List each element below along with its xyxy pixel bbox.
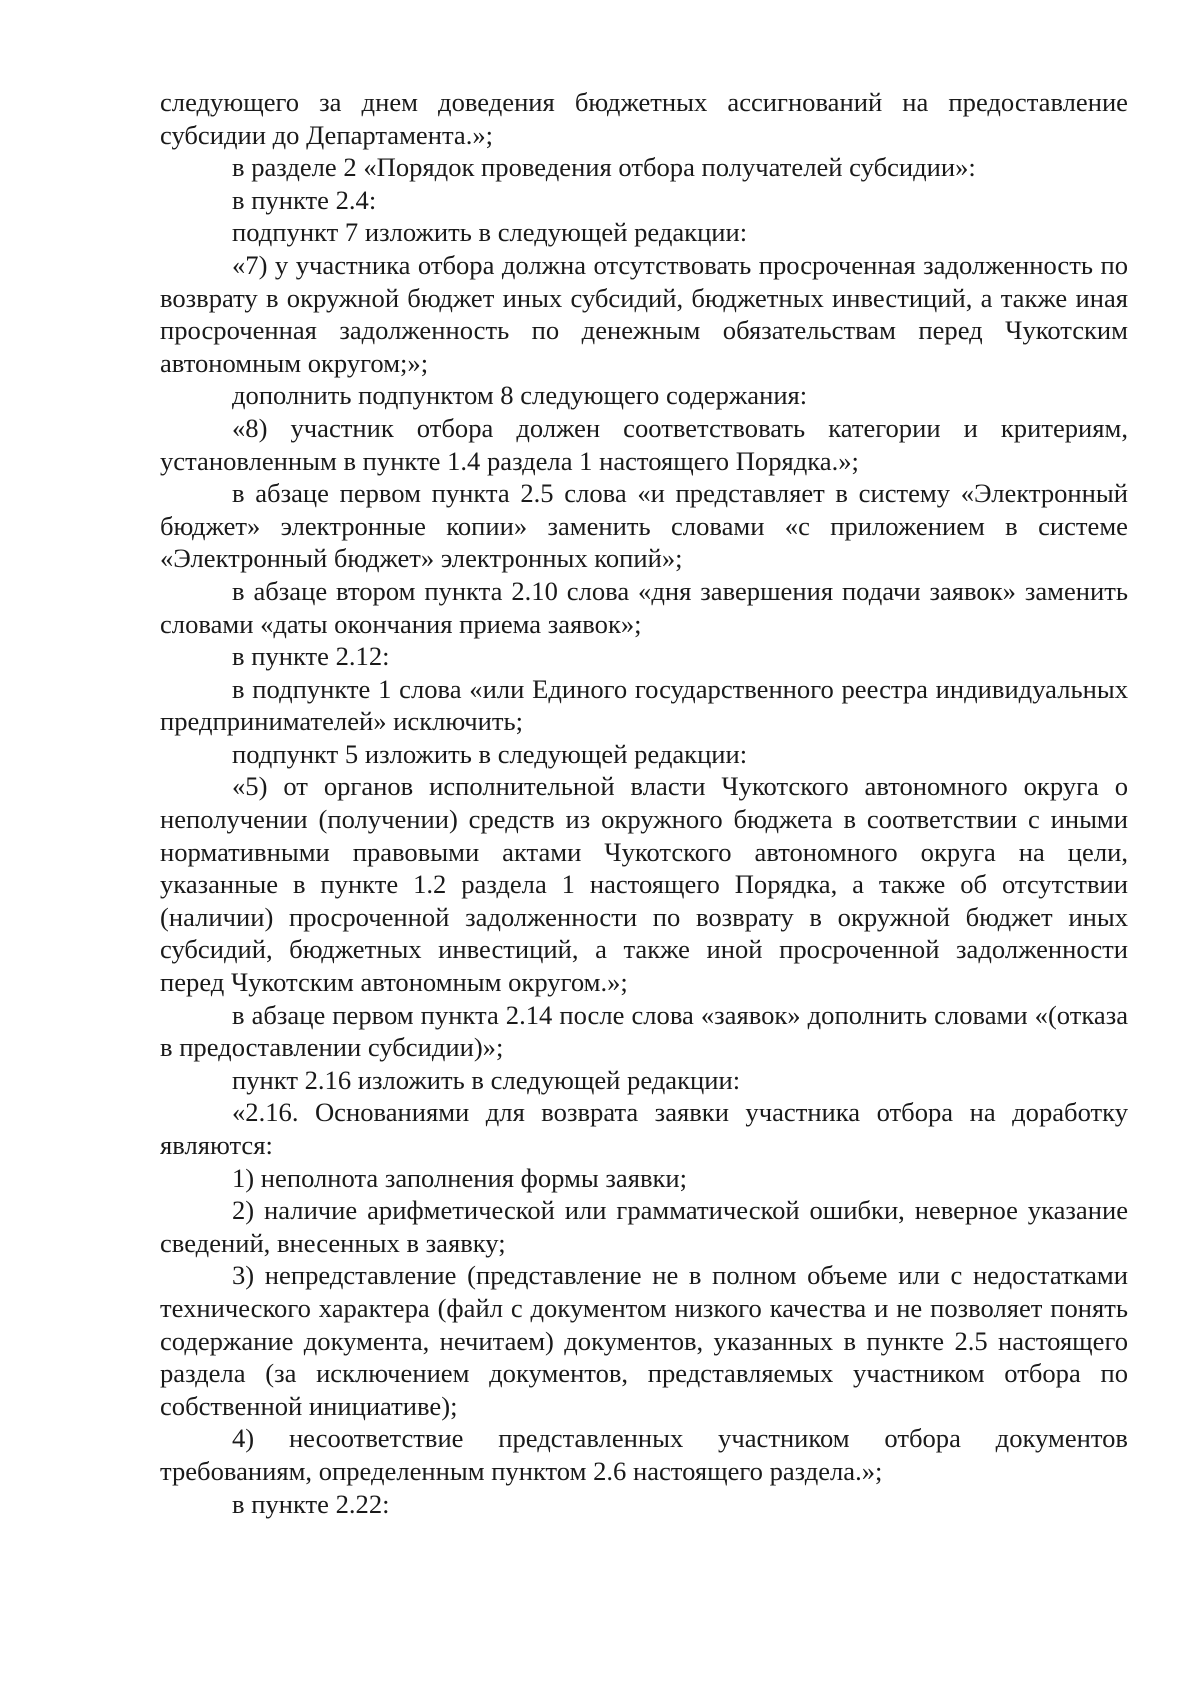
paragraph-point-2-10: в абзаце втором пункта 2.10 слова «дня завершения подачи заявок» заменить словами «даты окончания приема заявок»; — [160, 575, 1128, 639]
paragraph-subpoint-8-intro: дополнить подпунктом 8 следующего содержания: — [232, 380, 808, 411]
paragraph-subpoint-8-text: «8) участник отбора должен соответствовать категории и критериям, установленным в пункте 1.4 раздела 1 настоящего Порядка.»; — [160, 412, 1128, 476]
paragraph-point-2-4: в пункте 2.4: — [232, 184, 377, 215]
paragraph-point-2-5: в абзаце первом пункта 2.5 слова «и представляет в систему «Электронный бюджет» электронные копии» заменить словами «с приложением в системе «Электронный бюджет» электронных копий»; — [160, 478, 1128, 574]
paragraph-point-2-12: в пункте 2.12: — [232, 641, 390, 672]
paragraph-continuation: следующего за днем доведения бюджетных ассигнований на предоставление субсидии до Департамента.»; — [160, 87, 1128, 150]
paragraph-item-1: 1) неполнота заполнения формы заявки; — [232, 1162, 688, 1193]
paragraph-subpoint-7-text: «7) у участника отбора должна отсутствовать просроченная задолженность по возврату в окружной бюджет иных субсидий, бюджетных инвестиций, а также иная просроченная задолженность по денежным обязательствам перед Чукотским автономным округом;»; — [160, 249, 1128, 378]
paragraph-item-2: 2) наличие арифметической или грамматической ошибки, неверное указание сведений, внесенных в заявку; — [160, 1195, 1128, 1258]
paragraph-subpoint-1: в подпункте 1 слова «или Единого государственного реестра индивидуальных предпринимателей» исключить; — [160, 673, 1128, 737]
paragraph-point-2-16-text: «2.16. Основаниями для возврата заявки участника отбора на доработку являются: — [160, 1097, 1128, 1160]
document-text-body — [160, 86, 1128, 1520]
paragraph-subpoint-5-intro: подпункт 5 изложить в следующей редакции: — [232, 738, 748, 769]
paragraph-section-2: в разделе 2 «Порядок проведения отбора получателей субсидии»: — [232, 152, 976, 183]
paragraph-item-3: 3) непредставление (представление не в полном объеме или с недостатками технического характера (файл с документом низкого качества и не позволяет понять содержание документа, нечитаем) документов, указанных в пункте 2.5 настоящего раздела (за исключением документов, представляемых участником отбора по собственной инициативе); — [160, 1260, 1128, 1421]
paragraph-point-2-16-intro: пункт 2.16 изложить в следующей редакции: — [232, 1064, 741, 1095]
paragraph-subpoint-7-intro: подпункт 7 изложить в следующей редакции: — [232, 217, 748, 248]
paragraph-point-2-14: в абзаце первом пункта 2.14 после слова «заявок» дополнить словами «(отказа в предоставлении субсидии)»; — [160, 999, 1128, 1063]
paragraph-point-2-22: в пункте 2.22: — [232, 1488, 390, 1519]
paragraph-item-4: 4) несоответствие представленных участником отбора документов требованиям, определенным пунктом 2.6 настоящего раздела.»; — [160, 1423, 1128, 1486]
paragraph-subpoint-5-text: «5) от органов исполнительной власти Чукотского автономного округа о неполучении (получении) средств из окружного бюджета в соответствии с иными нормативными правовыми актами Чукотского автономного округа на цели, указанные в пункте 1.2 раздела 1 настоящего Порядка, а также об отсутствии (наличии) просроченной задолженности по возврату в окружной бюджет иных субсидий, бюджетных инвестиций, а также иной просроченной задолженности перед Чукотским автономным округом.»; — [160, 771, 1128, 998]
